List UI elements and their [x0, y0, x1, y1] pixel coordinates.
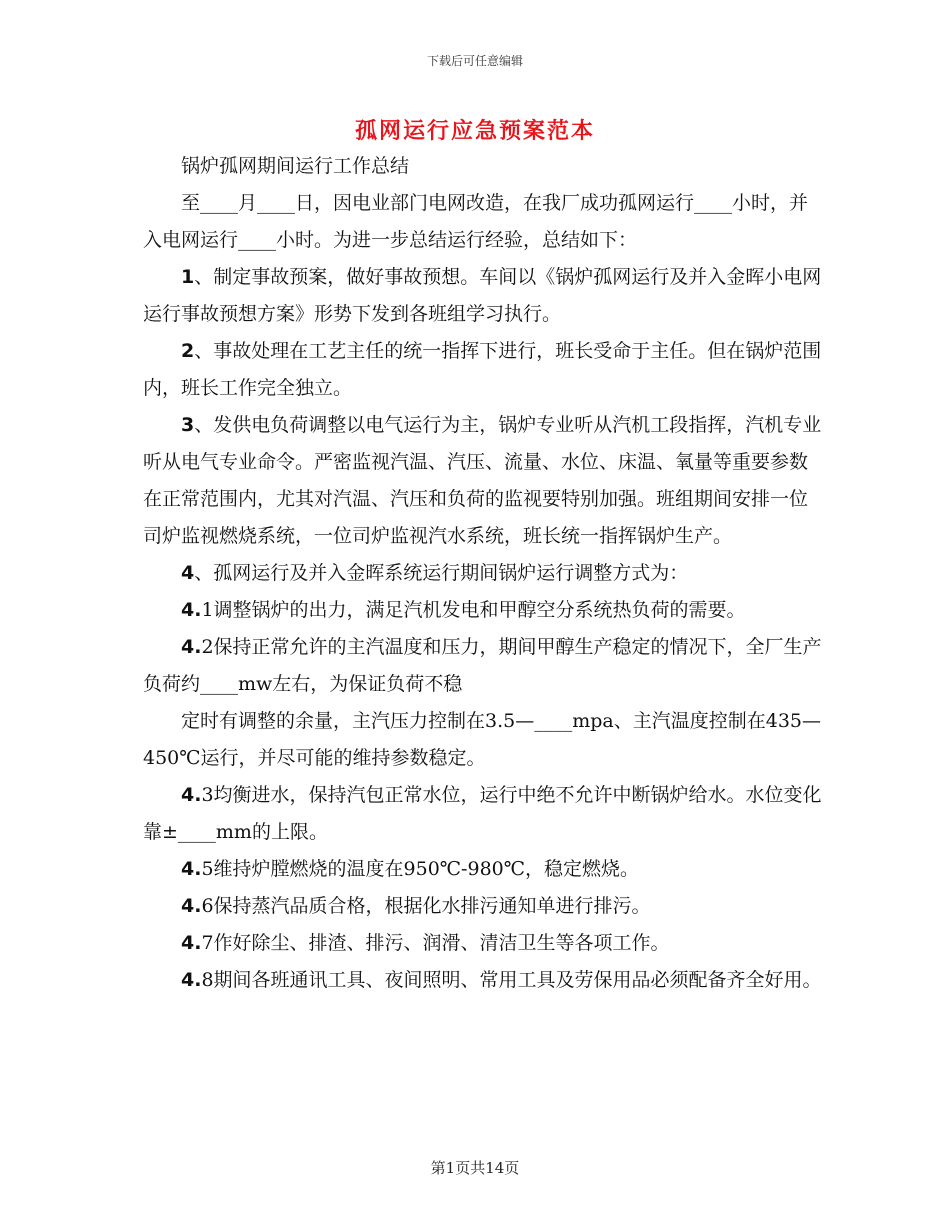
item-number: 1	[181, 266, 195, 288]
paragraph	[143, 592, 823, 629]
paragraph	[143, 259, 823, 333]
paragraph-text: 8期间各班通讯工具、夜间照明、常用工具及劳保用品必须配备齐全好用。	[201, 969, 822, 991]
paragraph	[143, 888, 823, 925]
paragraph	[143, 629, 823, 703]
paragraph	[143, 185, 823, 259]
paragraph-text: 6保持蒸汽品质合格，根据化水排污通知单进行排污。	[201, 895, 651, 917]
page-number: 第1页共14页	[430, 1159, 520, 1177]
item-number: 2	[181, 340, 195, 362]
paragraph-text: 锅炉孤网期间运行工作总结	[181, 155, 410, 177]
paragraph	[143, 962, 823, 999]
item-number: 4.	[181, 636, 202, 658]
paragraph-text: 、制定事故预案，做好事故预想。车间以《锅炉孤网运行及并入金晖小电网运行事故预想方案》形势下发到各班组学习执行。	[143, 266, 822, 325]
paragraph	[143, 851, 823, 888]
paragraph-text: 至____月____日，因电业部门电网改造，在我厂成功孤网运行____小时，并入电网运行____小时。为进一步总结运行经验，总结如下：	[143, 192, 809, 251]
item-number: 4	[181, 562, 195, 584]
paragraph-text: 5维持炉膛燃烧的温度在950℃-980℃，稳定燃烧。	[201, 858, 640, 880]
item-number: 3	[181, 414, 195, 436]
paragraph-text: 、孤网运行及并入金晖系统运行期间锅炉运行调整方式为：	[194, 562, 689, 584]
paragraph-text: 3均衡进水，保持汽包正常水位，运行中绝不允许中断锅炉给水。水位变化靠±____mm的上限。	[143, 784, 822, 843]
paragraph	[143, 555, 823, 592]
paragraph-text: 7作好除尘、排渣、排污、润滑、清洁卫生等各项工作。	[201, 932, 670, 954]
paragraph	[143, 703, 823, 777]
paragraph-text: 、事故处理在工艺主任的统一指挥下进行，班长受命于主任。但在锅炉范围内，班长工作完全独立。	[143, 340, 822, 399]
item-number: 4.	[181, 784, 202, 806]
paragraph	[143, 925, 823, 962]
section-heading	[143, 148, 823, 185]
document-body	[143, 148, 823, 999]
paragraph-text: 、发供电负荷调整以电气运行为主，锅炉专业听从汽机工段指挥，汽机专业听从电气专业命令。严密监视汽温、汽压、流量、水位、床温、氧量等重要参数在正常范围内，尤其对汽温、汽压和负荷的监视要特别加强。班组期间安排一位司炉监视燃烧系统，一位司炉监视汽水系统，班长统一指挥锅炉生产。	[143, 414, 822, 547]
item-number: 4.	[181, 969, 202, 991]
document-title: 孤网运行应急预案范本	[354, 118, 595, 144]
paragraph-text: 2保持正常允许的主汽温度和压力，期间甲醇生产稳定的情况下，全厂生产负荷约____mw左右，为保证负荷不稳	[143, 636, 822, 695]
item-number: 4.	[181, 895, 202, 917]
item-number: 4.	[181, 932, 202, 954]
page-header-note: 下载后可任意编辑	[426, 54, 523, 68]
item-number: 4.	[181, 599, 202, 621]
paragraph	[143, 777, 823, 851]
paragraph	[143, 407, 823, 555]
paragraph	[143, 333, 823, 407]
paragraph-text: 1调整锅炉的出力，满足汽机发电和甲醇空分系统热负荷的需要。	[201, 599, 746, 621]
item-number: 4.	[181, 858, 202, 880]
paragraph-text: 定时有调整的余量，主汽压力控制在3.5—____mpa、主汽温度控制在435—450℃运行，并尽可能的维持参数稳定。	[143, 710, 821, 769]
